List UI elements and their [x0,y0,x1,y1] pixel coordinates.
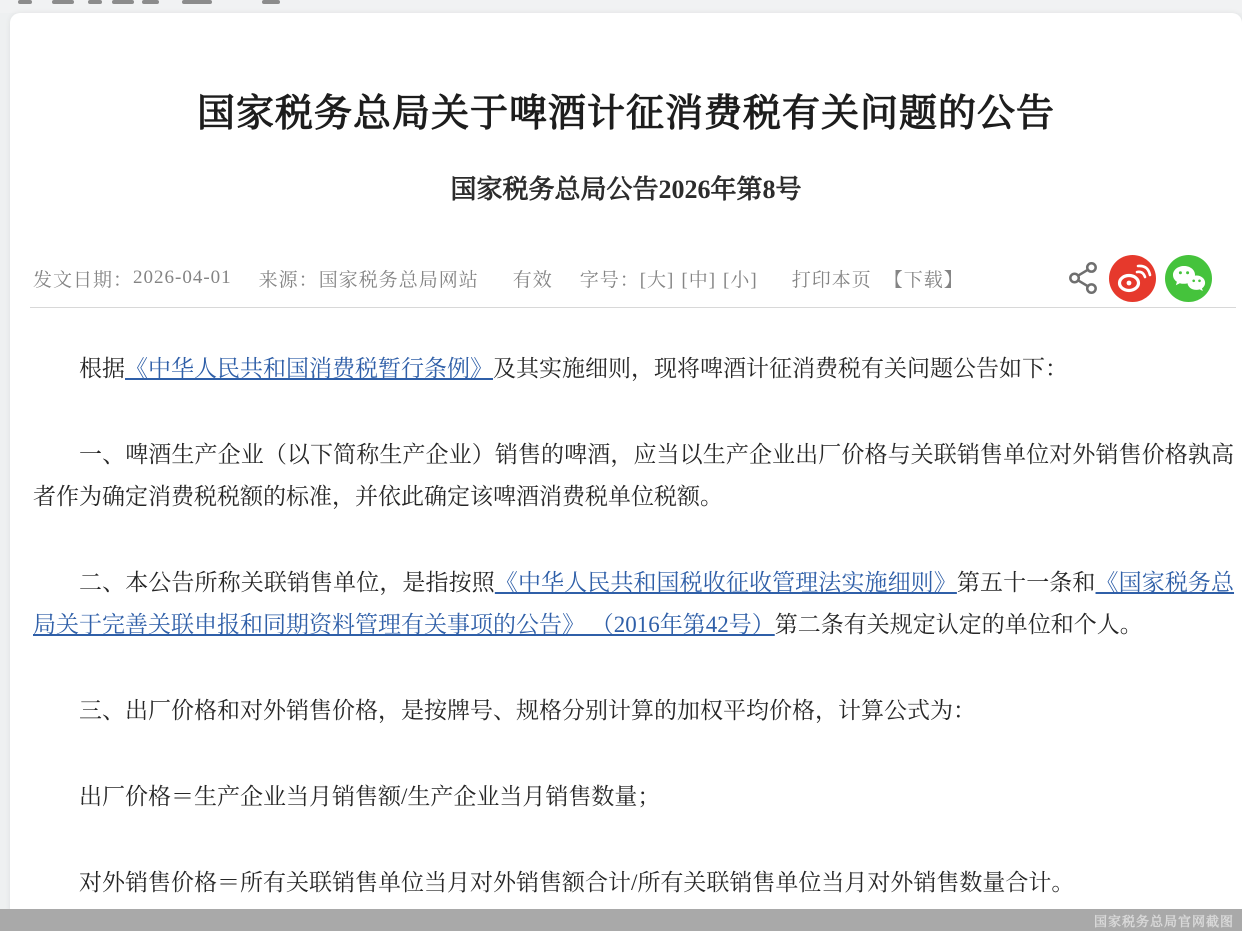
fontsize-small-button[interactable]: [小] [723,269,758,291]
page-title: 国家税务总局关于啤酒计征消费税有关问题的公告 [196,93,1055,135]
paragraph [33,434,1234,518]
share-nodes-icon[interactable] [1066,259,1100,297]
paragraph [33,562,1234,646]
text-run: 第二条有关规定认定的单位和个人。 [774,612,1143,637]
publish-date-label: 发文日期： [33,269,134,291]
text-run: 对外销售价格＝所有关联销售单位当月对外销售额合计/所有关联销售单位当月对外销售数量合计。 [79,870,1075,895]
document-number: 国家税务总局公告2026年第8号 [450,175,802,204]
meta-bar [10,261,1242,295]
paragraph [33,348,1234,390]
document-card [10,13,1242,931]
source-label: 来源： [258,269,319,291]
text-run: 一、啤酒生产企业（以下简称生产企业）销售的啤酒，应当以生产企业出厂价格与关联销售单位对外销售价格孰高者作为确定消费税税额的标准，并依此确定该啤酒消费税单位税额。 [33,442,1234,509]
print-page-button[interactable]: 打印本页 [791,269,872,291]
watermark-text: 国家税务总局官网截图 [1093,913,1234,929]
inline-link[interactable]: 《中华人民共和国税收征收管理法实施细则》 [494,570,957,595]
download-button[interactable]: 【下载】 [883,269,964,291]
text-run: 出厂价格＝生产企业当月销售额/生产企业当月销售数量； [79,784,661,809]
text-run: 第五十一条和 [956,570,1096,595]
paragraph [33,862,1234,904]
publish-date-value: 2026-04-01 [133,267,232,288]
screenshot-edge-artifact [0,0,1242,13]
paragraph [33,776,1234,818]
source-value: 国家税务总局网站 [318,269,479,291]
text-run: 及其实施细则，现将啤酒计征消费税有关问题公告如下： [493,356,1068,381]
watermark-band [0,909,1242,931]
fontsize-label: 字号： [579,269,640,291]
share-icon-group [1066,255,1212,302]
text-run: 根据 [79,356,125,381]
text-run: 二、本公告所称关联销售单位，是指按照 [79,570,495,595]
wechat-icon[interactable] [1165,255,1212,302]
paragraph [33,690,1234,732]
fontsize-large-button[interactable]: [大] [639,269,675,291]
weibo-icon[interactable] [1109,255,1156,302]
status-badge: 有效 [512,269,553,291]
text-run: 三、出厂价格和对外销售价格，是按牌号、规格分别计算的加权平均价格，计算公式为： [79,698,976,723]
inline-link[interactable]: 《中华人民共和国消费税暂行条例》 [125,356,493,381]
inline-link[interactable]: 《国家税务总局关于完善关联申报和同期资料管理有关事项的公告》 （2016年第42号） [33,570,1235,637]
fontsize-medium-button[interactable]: [中] [681,269,717,291]
article-body [10,348,1242,904]
meta-divider [30,307,1236,308]
